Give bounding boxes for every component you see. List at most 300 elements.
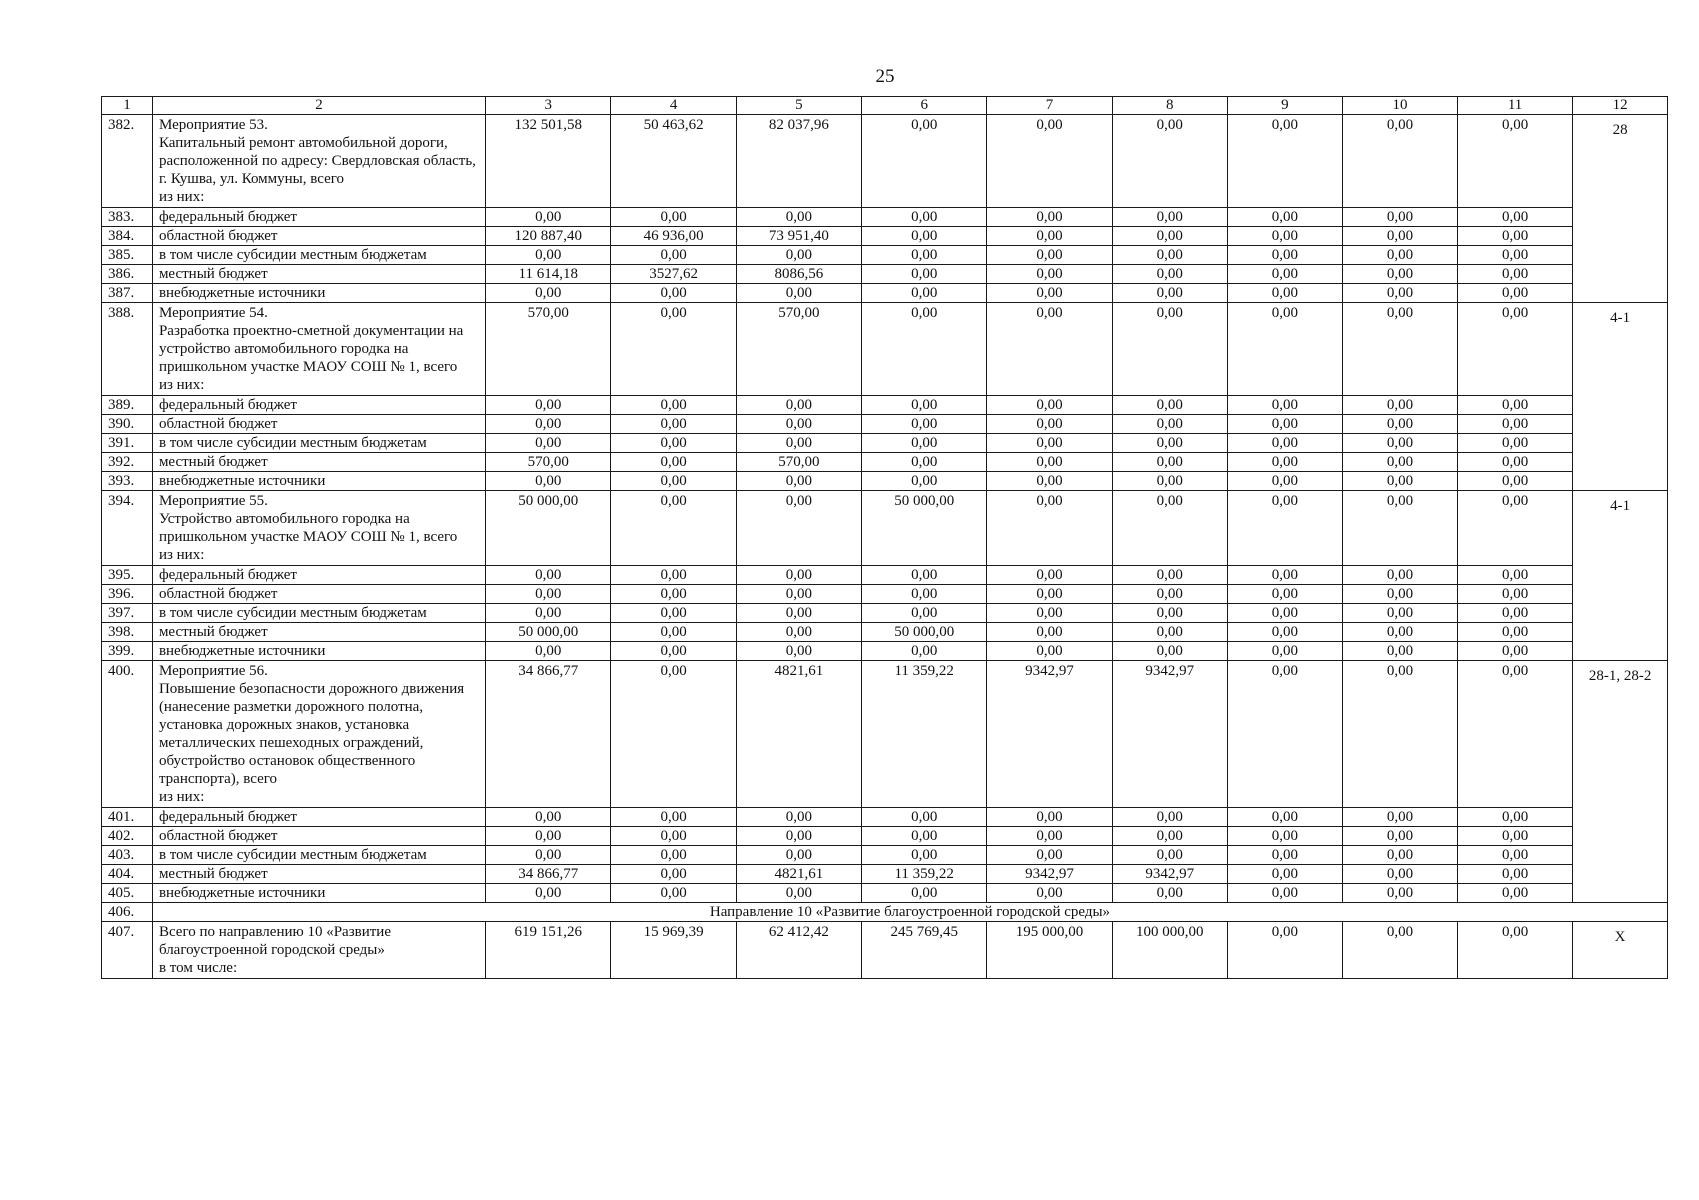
table-row-source <box>102 396 1668 415</box>
value-cell: 0,00 <box>1227 434 1342 453</box>
value-cell: 0,00 <box>1458 415 1573 434</box>
value-cell: 0,00 <box>862 884 987 903</box>
value-cell: 0,00 <box>862 566 987 585</box>
value-cell: 0,00 <box>736 604 861 623</box>
value-cell: 0,00 <box>987 208 1112 227</box>
value-cell: 0,00 <box>1342 566 1457 585</box>
value-cell: 9342,97 <box>987 661 1112 808</box>
value-cell: 0,00 <box>987 227 1112 246</box>
value-cell: 0,00 <box>1342 922 1457 979</box>
value-cell: 0,00 <box>1342 642 1457 661</box>
value-cell: 0,00 <box>1227 642 1342 661</box>
column-header-10: 10 <box>1342 97 1457 115</box>
row-number: 401. <box>102 808 153 827</box>
table-row-source <box>102 604 1668 623</box>
row-name: федеральный бюджет <box>152 566 485 585</box>
value-cell: 570,00 <box>486 453 611 472</box>
value-cell: 0,00 <box>1227 566 1342 585</box>
row-name: местный бюджет <box>152 265 485 284</box>
value-cell: 0,00 <box>1458 623 1573 642</box>
value-cell: 0,00 <box>1458 491 1573 566</box>
row-name: внебюджетные источники <box>152 284 485 303</box>
value-cell: 0,00 <box>486 415 611 434</box>
value-cell: 0,00 <box>736 208 861 227</box>
value-cell: 0,00 <box>611 808 736 827</box>
value-cell: 0,00 <box>1342 303 1457 396</box>
table-row-source <box>102 415 1668 434</box>
value-cell: 0,00 <box>1112 434 1227 453</box>
table-row-source <box>102 208 1668 227</box>
value-cell: 50 000,00 <box>486 491 611 566</box>
row-name: местный бюджет <box>152 623 485 642</box>
value-cell: 0,00 <box>1458 115 1573 208</box>
value-cell: 0,00 <box>862 246 987 265</box>
page-number: 25 <box>875 66 895 87</box>
row-name: внебюджетные источники <box>152 884 485 903</box>
table-row-measure <box>102 303 1668 396</box>
column-number-header <box>102 97 1668 115</box>
value-cell: 4821,61 <box>736 865 861 884</box>
value-cell: 0,00 <box>1112 284 1227 303</box>
value-cell: 0,00 <box>736 808 861 827</box>
value-cell: 0,00 <box>987 585 1112 604</box>
value-cell: 0,00 <box>987 265 1112 284</box>
value-cell: 50 000,00 <box>862 623 987 642</box>
value-cell: 0,00 <box>1458 453 1573 472</box>
value-cell: 0,00 <box>1112 808 1227 827</box>
row-number: 399. <box>102 642 153 661</box>
value-cell: 0,00 <box>1458 566 1573 585</box>
value-cell: 0,00 <box>1227 865 1342 884</box>
value-cell: 0,00 <box>1342 491 1457 566</box>
value-cell: 0,00 <box>611 827 736 846</box>
row-number: 392. <box>102 453 153 472</box>
value-cell: 0,00 <box>1458 661 1573 808</box>
value-cell: 0,00 <box>987 642 1112 661</box>
value-cell: 73 951,40 <box>736 227 861 246</box>
total-row <box>102 922 1668 979</box>
value-cell: 0,00 <box>611 865 736 884</box>
column-header-2: 2 <box>152 97 485 115</box>
value-cell: 0,00 <box>1227 246 1342 265</box>
value-cell: 0,00 <box>486 208 611 227</box>
row-name: местный бюджет <box>152 453 485 472</box>
table-row-source <box>102 227 1668 246</box>
column-header-3: 3 <box>486 97 611 115</box>
row-number: 400. <box>102 661 153 808</box>
value-cell: 0,00 <box>611 491 736 566</box>
row-number: 405. <box>102 884 153 903</box>
value-cell: 0,00 <box>486 642 611 661</box>
value-cell: 0,00 <box>736 491 861 566</box>
row-number: 402. <box>102 827 153 846</box>
value-cell: 0,00 <box>987 827 1112 846</box>
value-cell: 0,00 <box>1112 623 1227 642</box>
table-row-source <box>102 827 1668 846</box>
value-cell: 0,00 <box>1342 884 1457 903</box>
value-cell: 0,00 <box>1342 472 1457 491</box>
value-cell: 11 614,18 <box>486 265 611 284</box>
value-cell: 0,00 <box>1112 566 1227 585</box>
value-cell: 0,00 <box>1458 434 1573 453</box>
target-code: 4-1 <box>1573 303 1668 491</box>
value-cell: 0,00 <box>1458 827 1573 846</box>
column-header-7: 7 <box>987 97 1112 115</box>
value-cell: 0,00 <box>1112 846 1227 865</box>
value-cell: 9342,97 <box>1112 865 1227 884</box>
value-cell: 0,00 <box>611 846 736 865</box>
value-cell: 0,00 <box>486 604 611 623</box>
value-cell: 0,00 <box>1112 827 1227 846</box>
value-cell: 3527,62 <box>611 265 736 284</box>
row-name: местный бюджет <box>152 865 485 884</box>
value-cell: 0,00 <box>611 396 736 415</box>
table-row-source <box>102 585 1668 604</box>
value-cell: 0,00 <box>486 566 611 585</box>
row-name: в том числе субсидии местным бюджетам <box>152 434 485 453</box>
value-cell: 570,00 <box>736 453 861 472</box>
row-name: в том числе субсидии местным бюджетам <box>152 246 485 265</box>
value-cell: 0,00 <box>1112 265 1227 284</box>
value-cell: 0,00 <box>736 472 861 491</box>
value-cell: 0,00 <box>862 284 987 303</box>
value-cell: 0,00 <box>1342 808 1457 827</box>
table-row-source <box>102 453 1668 472</box>
value-cell: 0,00 <box>987 808 1112 827</box>
value-cell: 9342,97 <box>987 865 1112 884</box>
value-cell: 0,00 <box>1458 284 1573 303</box>
value-cell: 0,00 <box>1342 227 1457 246</box>
value-cell: 50 463,62 <box>611 115 736 208</box>
column-header-4: 4 <box>611 97 736 115</box>
column-header-6: 6 <box>862 97 987 115</box>
value-cell: 0,00 <box>736 623 861 642</box>
value-cell: 0,00 <box>987 623 1112 642</box>
value-cell: 0,00 <box>1458 303 1573 396</box>
value-cell: 4821,61 <box>736 661 861 808</box>
table-body <box>102 97 1668 979</box>
value-cell: 195 000,00 <box>987 922 1112 979</box>
value-cell: 0,00 <box>1458 808 1573 827</box>
budget-table <box>101 96 1668 979</box>
row-number: 382. <box>102 115 153 208</box>
target-code: Х <box>1573 922 1668 979</box>
value-cell: 0,00 <box>736 846 861 865</box>
value-cell: 0,00 <box>1342 846 1457 865</box>
value-cell: 0,00 <box>862 642 987 661</box>
value-cell: 0,00 <box>611 434 736 453</box>
table-row-source <box>102 884 1668 903</box>
row-name: областной бюджет <box>152 227 485 246</box>
value-cell: 0,00 <box>486 396 611 415</box>
value-cell: 0,00 <box>862 585 987 604</box>
value-cell: 0,00 <box>1112 884 1227 903</box>
value-cell: 0,00 <box>1227 227 1342 246</box>
value-cell: 0,00 <box>611 303 736 396</box>
value-cell: 0,00 <box>1458 265 1573 284</box>
value-cell: 0,00 <box>1458 865 1573 884</box>
value-cell: 0,00 <box>1342 246 1457 265</box>
value-cell: 100 000,00 <box>1112 922 1227 979</box>
value-cell: 0,00 <box>1227 396 1342 415</box>
value-cell: 0,00 <box>736 396 861 415</box>
row-number: 396. <box>102 585 153 604</box>
value-cell: 0,00 <box>486 472 611 491</box>
row-number: 404. <box>102 865 153 884</box>
row-name: внебюджетные источники <box>152 642 485 661</box>
value-cell: 0,00 <box>1342 265 1457 284</box>
row-number: 385. <box>102 246 153 265</box>
value-cell: 0,00 <box>1112 303 1227 396</box>
table-row-measure <box>102 115 1668 208</box>
value-cell: 0,00 <box>486 284 611 303</box>
table-row-source <box>102 865 1668 884</box>
value-cell: 62 412,42 <box>736 922 861 979</box>
table-row-source <box>102 566 1668 585</box>
value-cell: 0,00 <box>987 472 1112 491</box>
value-cell: 0,00 <box>862 472 987 491</box>
value-cell: 0,00 <box>611 642 736 661</box>
value-cell: 0,00 <box>1342 284 1457 303</box>
value-cell: 0,00 <box>486 434 611 453</box>
table-row-source <box>102 246 1668 265</box>
table-row-source <box>102 284 1668 303</box>
table-row-source <box>102 623 1668 642</box>
value-cell: 0,00 <box>987 884 1112 903</box>
value-cell: 0,00 <box>987 604 1112 623</box>
value-cell: 0,00 <box>611 284 736 303</box>
value-cell: 0,00 <box>1227 472 1342 491</box>
row-name: в том числе субсидии местным бюджетам <box>152 846 485 865</box>
value-cell: 0,00 <box>1227 808 1342 827</box>
value-cell: 0,00 <box>1227 284 1342 303</box>
row-number: 383. <box>102 208 153 227</box>
value-cell: 0,00 <box>987 491 1112 566</box>
value-cell: 0,00 <box>1342 585 1457 604</box>
value-cell: 570,00 <box>486 303 611 396</box>
value-cell: 0,00 <box>736 585 861 604</box>
value-cell: 0,00 <box>1112 396 1227 415</box>
value-cell: 0,00 <box>736 415 861 434</box>
column-header-5: 5 <box>736 97 861 115</box>
value-cell: 0,00 <box>611 208 736 227</box>
value-cell: 0,00 <box>1458 246 1573 265</box>
value-cell: 82 037,96 <box>736 115 861 208</box>
value-cell: 0,00 <box>1458 922 1573 979</box>
table-row-source <box>102 265 1668 284</box>
table-row-measure <box>102 661 1668 808</box>
value-cell: 0,00 <box>1112 472 1227 491</box>
row-name: федеральный бюджет <box>152 808 485 827</box>
row-name: Мероприятие 55. Устройство автомобильного городка на пришкольном участке МАОУ СОШ № 1, всего из них: <box>152 491 485 566</box>
value-cell: 0,00 <box>1227 623 1342 642</box>
table-row-measure <box>102 491 1668 566</box>
value-cell: 9342,97 <box>1112 661 1227 808</box>
value-cell: 0,00 <box>486 246 611 265</box>
value-cell: 0,00 <box>1342 396 1457 415</box>
value-cell: 0,00 <box>1342 453 1457 472</box>
value-cell: 0,00 <box>736 642 861 661</box>
row-name: Всего по направлению 10 «Развитие благоустроенной городской среды» в том числе: <box>152 922 485 979</box>
value-cell: 0,00 <box>987 434 1112 453</box>
value-cell: 0,00 <box>1227 922 1342 979</box>
value-cell: 570,00 <box>736 303 861 396</box>
value-cell: 8086,56 <box>736 265 861 284</box>
value-cell: 0,00 <box>1112 415 1227 434</box>
row-number: 389. <box>102 396 153 415</box>
value-cell: 0,00 <box>862 453 987 472</box>
value-cell: 0,00 <box>1227 827 1342 846</box>
value-cell: 0,00 <box>486 846 611 865</box>
row-number: 393. <box>102 472 153 491</box>
value-cell: 0,00 <box>1342 827 1457 846</box>
value-cell: 15 969,39 <box>611 922 736 979</box>
value-cell: 0,00 <box>1458 846 1573 865</box>
row-number: 391. <box>102 434 153 453</box>
value-cell: 0,00 <box>1342 661 1457 808</box>
value-cell: 0,00 <box>736 884 861 903</box>
value-cell: 0,00 <box>1227 265 1342 284</box>
value-cell: 0,00 <box>1458 208 1573 227</box>
row-name: федеральный бюджет <box>152 396 485 415</box>
value-cell: 0,00 <box>987 415 1112 434</box>
value-cell: 0,00 <box>1458 227 1573 246</box>
value-cell: 0,00 <box>611 453 736 472</box>
column-header-11: 11 <box>1458 97 1573 115</box>
value-cell: 50 000,00 <box>486 623 611 642</box>
value-cell: 619 151,26 <box>486 922 611 979</box>
direction-row <box>102 903 1668 922</box>
value-cell: 0,00 <box>611 246 736 265</box>
value-cell: 0,00 <box>1342 604 1457 623</box>
value-cell: 0,00 <box>1227 303 1342 396</box>
value-cell: 0,00 <box>862 415 987 434</box>
value-cell: 0,00 <box>987 303 1112 396</box>
value-cell: 0,00 <box>1227 415 1342 434</box>
value-cell: 0,00 <box>1342 115 1457 208</box>
row-name: Мероприятие 54. Разработка проектно-сметной документации на устройство автомобильного городка на пришкольном участке МАОУ СОШ № 1, всего из них: <box>152 303 485 396</box>
value-cell: 0,00 <box>1227 884 1342 903</box>
row-name: Мероприятие 56. Повышение безопасности дорожного движения (нанесение разметки дорожного полотна, установка дорожных знаков, установка металлических пешеходных ограждений, обустройство остановок общественного транспорта), всего из них: <box>152 661 485 808</box>
table-row-source <box>102 472 1668 491</box>
value-cell: 0,00 <box>1227 846 1342 865</box>
value-cell: 0,00 <box>1227 661 1342 808</box>
target-code: 28 <box>1573 115 1668 303</box>
value-cell: 0,00 <box>736 434 861 453</box>
target-code: 4-1 <box>1573 491 1668 661</box>
value-cell: 0,00 <box>862 604 987 623</box>
value-cell: 0,00 <box>1112 491 1227 566</box>
value-cell: 0,00 <box>611 604 736 623</box>
value-cell: 0,00 <box>736 284 861 303</box>
row-name: внебюджетные источники <box>152 472 485 491</box>
row-number: 406. <box>102 903 153 922</box>
value-cell: 0,00 <box>1112 604 1227 623</box>
value-cell: 0,00 <box>611 472 736 491</box>
value-cell: 0,00 <box>987 115 1112 208</box>
value-cell: 0,00 <box>862 846 987 865</box>
value-cell: 0,00 <box>1112 227 1227 246</box>
value-cell: 50 000,00 <box>862 491 987 566</box>
value-cell: 0,00 <box>736 246 861 265</box>
value-cell: 11 359,22 <box>862 865 987 884</box>
value-cell: 0,00 <box>1112 453 1227 472</box>
value-cell: 0,00 <box>486 585 611 604</box>
value-cell: 0,00 <box>1112 115 1227 208</box>
value-cell: 0,00 <box>611 623 736 642</box>
value-cell: 34 866,77 <box>486 865 611 884</box>
value-cell: 0,00 <box>611 884 736 903</box>
value-cell: 0,00 <box>611 415 736 434</box>
row-number: 386. <box>102 265 153 284</box>
value-cell: 0,00 <box>987 246 1112 265</box>
value-cell: 0,00 <box>1112 642 1227 661</box>
value-cell: 0,00 <box>1342 208 1457 227</box>
value-cell: 11 359,22 <box>862 661 987 808</box>
column-header-1: 1 <box>102 97 153 115</box>
value-cell: 0,00 <box>1227 491 1342 566</box>
row-number: 398. <box>102 623 153 642</box>
value-cell: 0,00 <box>1227 208 1342 227</box>
value-cell: 0,00 <box>486 884 611 903</box>
direction-title: Направление 10 «Развитие благоустроенной городской среды» <box>152 903 1667 922</box>
value-cell: 0,00 <box>862 265 987 284</box>
value-cell: 46 936,00 <box>611 227 736 246</box>
value-cell: 0,00 <box>1458 472 1573 491</box>
column-header-12: 12 <box>1573 97 1668 115</box>
value-cell: 0,00 <box>1112 585 1227 604</box>
row-name: в том числе субсидии местным бюджетам <box>152 604 485 623</box>
row-number: 403. <box>102 846 153 865</box>
value-cell: 0,00 <box>862 827 987 846</box>
value-cell: 0,00 <box>1342 865 1457 884</box>
value-cell: 0,00 <box>862 208 987 227</box>
row-number: 394. <box>102 491 153 566</box>
value-cell: 0,00 <box>611 566 736 585</box>
value-cell: 245 769,45 <box>862 922 987 979</box>
value-cell: 0,00 <box>1112 208 1227 227</box>
value-cell: 0,00 <box>862 808 987 827</box>
value-cell: 0,00 <box>987 284 1112 303</box>
value-cell: 0,00 <box>862 434 987 453</box>
value-cell: 0,00 <box>1458 884 1573 903</box>
value-cell: 0,00 <box>1112 246 1227 265</box>
table-row-source <box>102 808 1668 827</box>
value-cell: 0,00 <box>987 453 1112 472</box>
value-cell: 0,00 <box>1342 623 1457 642</box>
row-name: областной бюджет <box>152 585 485 604</box>
value-cell: 0,00 <box>1227 115 1342 208</box>
value-cell: 0,00 <box>486 808 611 827</box>
row-number: 388. <box>102 303 153 396</box>
value-cell: 0,00 <box>486 827 611 846</box>
value-cell: 0,00 <box>1227 604 1342 623</box>
row-number: 390. <box>102 415 153 434</box>
value-cell: 0,00 <box>987 566 1112 585</box>
row-number: 384. <box>102 227 153 246</box>
row-number: 397. <box>102 604 153 623</box>
column-header-9: 9 <box>1227 97 1342 115</box>
value-cell: 0,00 <box>862 396 987 415</box>
value-cell: 0,00 <box>611 585 736 604</box>
value-cell: 0,00 <box>1227 585 1342 604</box>
value-cell: 0,00 <box>1342 415 1457 434</box>
value-cell: 0,00 <box>736 827 861 846</box>
row-name: федеральный бюджет <box>152 208 485 227</box>
value-cell: 0,00 <box>1342 434 1457 453</box>
value-cell: 0,00 <box>1458 396 1573 415</box>
value-cell: 0,00 <box>862 227 987 246</box>
